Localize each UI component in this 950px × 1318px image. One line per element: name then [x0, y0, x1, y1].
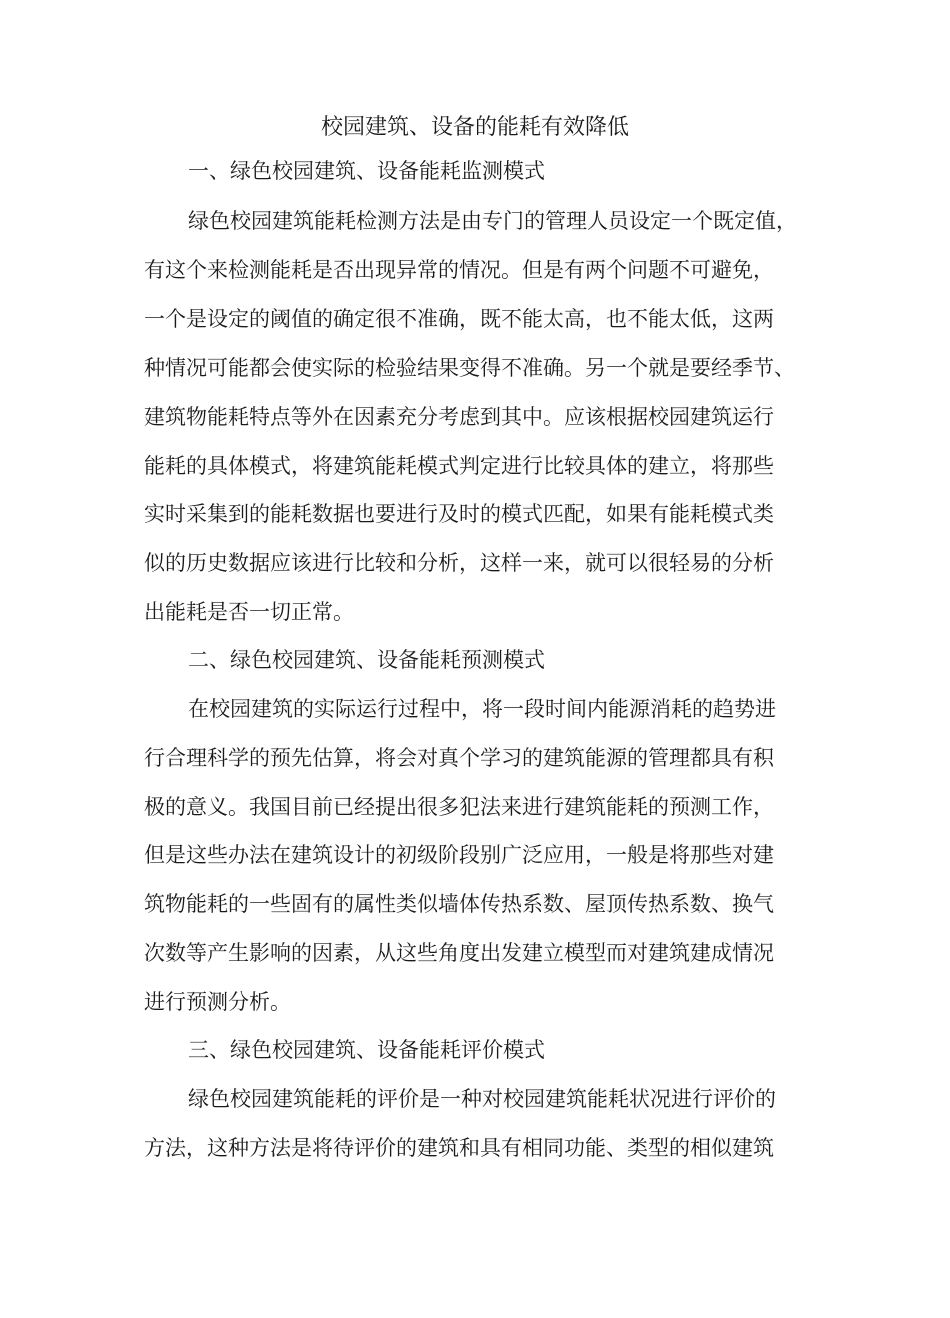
paragraph-line: 实时采集到的能耗数据也要进行及时的模式匹配，如果有能耗模式类 [144, 502, 774, 526]
paragraph-line: 行合理科学的预先估算，将会对真个学习的建筑能源的管理都具有积 [144, 746, 774, 770]
paragraph-line: 在校园建筑的实际运行过程中，将一段时间内能源消耗的趋势进 [188, 697, 776, 721]
section-heading-monitoring: 一、绿色校园建筑、设备能耗监测模式 [188, 159, 545, 183]
section-heading-evaluation: 三、绿色校园建筑、设备能耗评价模式 [188, 1038, 545, 1062]
paragraph-line: 一个是设定的阈值的确定很不准确，既不能太高，也不能太低，这两 [144, 307, 774, 331]
paragraph-line: 有这个来检测能耗是否出现异常的情况。但是有两个问题不可避免， [144, 258, 774, 282]
paragraph-line: 种情况可能都会使实际的检验结果变得不准确。另一个就是要经季节、 [144, 356, 795, 380]
paragraph-line: 建筑物能耗特点等外在因素充分考虑到其中。应该根据校园建筑运行 [144, 405, 774, 429]
paragraph-line: 次数等产生影响的因素，从这些角度出发建立模型而对建筑建成情况 [144, 941, 774, 965]
paragraph-line: 极的意义。我国目前已经提出很多犯法来进行建筑能耗的预测工作， [144, 795, 774, 819]
paragraph-line: 似的历史数据应该进行比较和分析，这样一来，就可以很轻易的分析 [144, 551, 774, 575]
paragraph-line: 能耗的具体模式，将建筑能耗模式判定进行比较具体的建立，将那些 [144, 454, 774, 478]
paragraph-line: 绿色校园建筑能耗的评价是一种对校园建筑能耗状况进行评价的 [188, 1087, 776, 1111]
paragraph-line: 出能耗是否一切正常。 [144, 600, 354, 624]
paragraph-line: 筑物能耗的一些固有的属性类似墙体传热系数、屋顶传热系数、换气 [144, 892, 774, 916]
paragraph-line: 但是这些办法在建筑设计的初级阶段别广泛应用，一般是将那些对建 [144, 843, 774, 867]
paragraph-line: 进行预测分析。 [144, 990, 291, 1014]
paragraph-line: 方法，这种方法是将待评价的建筑和具有相同功能、类型的相似建筑 [144, 1136, 774, 1160]
document-title: 校园建筑、设备的能耗有效降低 [320, 115, 629, 140]
paragraph-line: 绿色校园建筑能耗检测方法是由专门的管理人员设定一个既定值， [188, 209, 797, 233]
section-heading-prediction: 二、绿色校园建筑、设备能耗预测模式 [188, 648, 545, 672]
